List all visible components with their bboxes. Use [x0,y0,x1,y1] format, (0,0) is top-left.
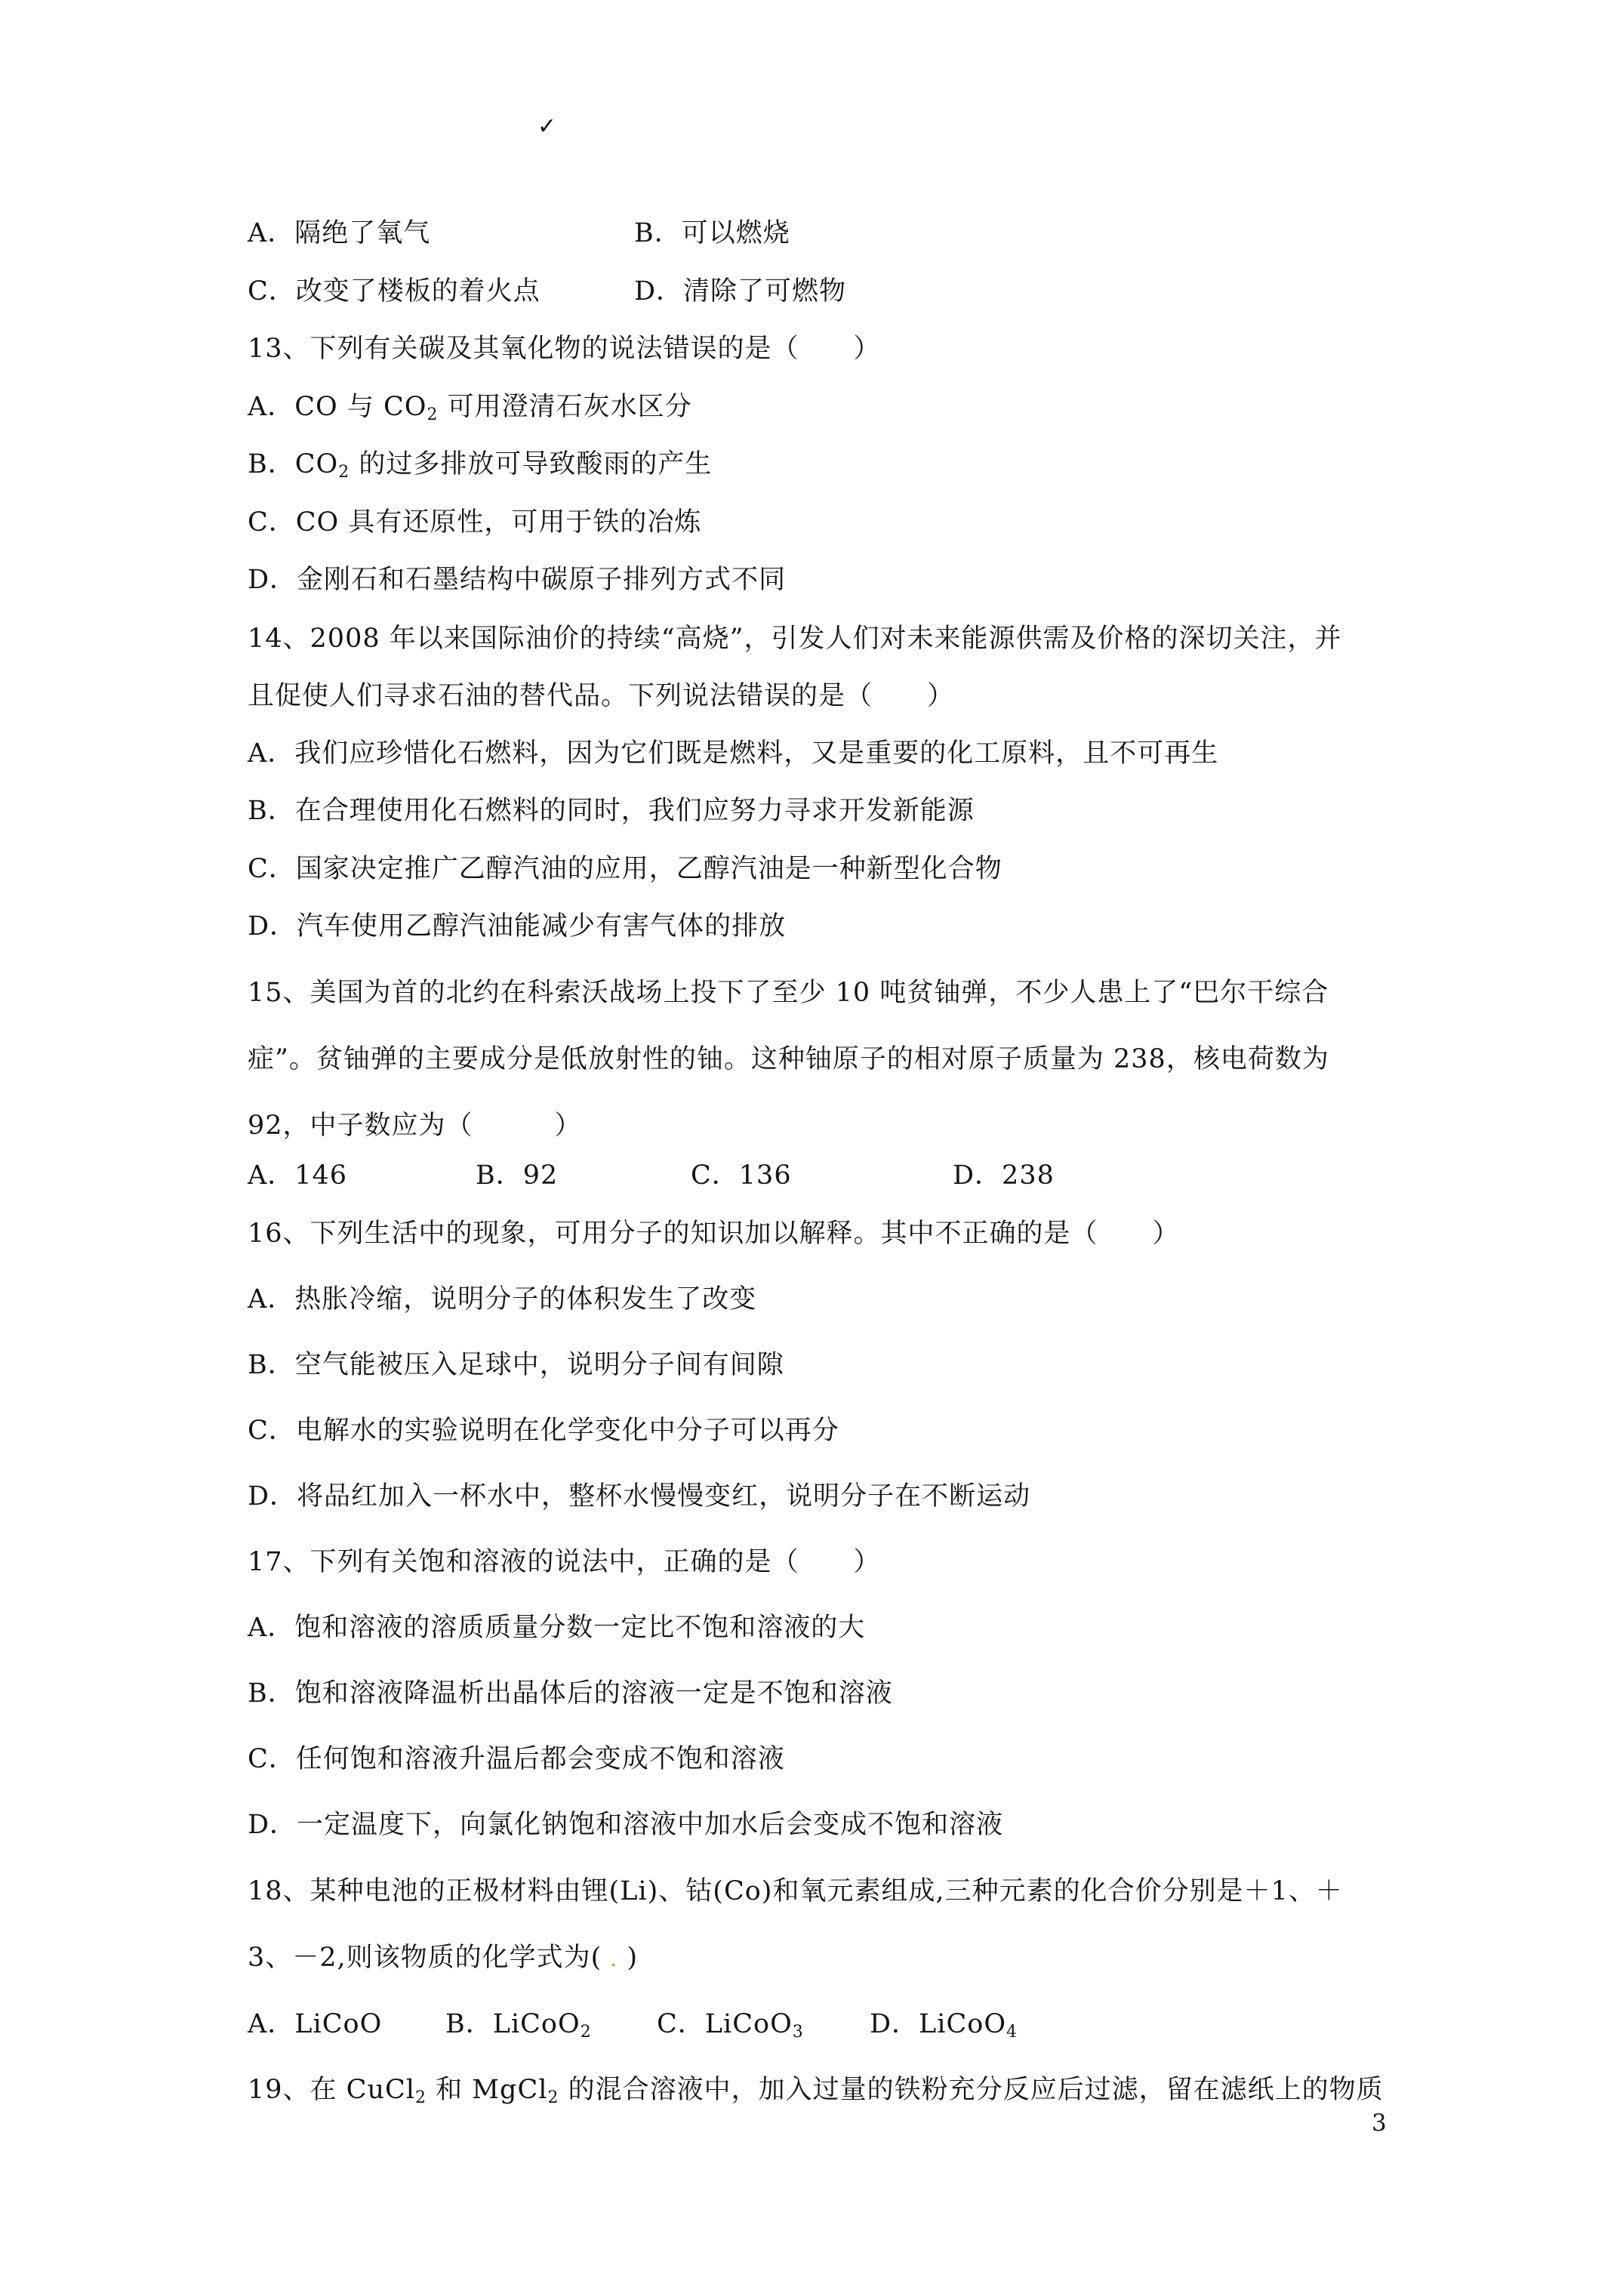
q17-option-d: D．一定温度下，向氯化钠饱和溶液中加水后会变成不饱和溶液 [248,1810,1004,1840]
q16-option-d: D．将品红加入一杯水中，整杯水慢慢变红，说明分子在不断运动 [248,1481,1031,1512]
q13-option-c: C．CO 具有还原性，可用于铁的冶炼 [248,507,702,538]
q16-option-c: C．电解水的实验说明在化学变化中分子可以再分 [248,1416,839,1446]
page-number: 3 [1372,2110,1387,2137]
q12-option-d: D．清除了可燃物 [634,276,847,307]
check-mark: ✓ [537,113,557,140]
q16-option-a: A．热胀冷缩，说明分子的体积发生了改变 [248,1284,757,1314]
q18-stem-line-2: 3、－2,则该物质的化学式为( . ) [248,1943,639,1973]
q18-option-b: B．LiCoO$_2$ [445,2009,592,2042]
q14-stem-line-2: 且促使人们寻求石油的替代品。下列说法错误的是（ ） [248,681,955,711]
q15-option-d: D．238 [953,1160,1055,1191]
q16-stem: 16、下列生活中的现象，可用分子的知识加以解释。其中不正确的是（ ） [248,1219,1180,1249]
q18-stem-line-1: 18、某种电池的正极材料由锂(Li)、钴(Co)和氧元素组成,三种元素的化合价分别是＋1、＋ [248,1876,1343,1906]
q18-option-a: A．LiCoO [248,2009,383,2039]
q14-option-c: C．国家决定推广乙醇汽油的应用，乙醇汽油是一种新型化合物 [248,854,1002,884]
q17-option-b: B．饱和溶液降温析出晶体后的溶液一定是不饱和溶液 [248,1678,893,1709]
q14-stem-line-1: 14、2008 年以来国际油价的持续“高烧”，引发人们对未来能源供需及价格的深切关注，并 [248,624,1342,654]
q17-option-a: A．饱和溶液的溶质质量分数一定比不饱和溶液的大 [248,1613,866,1643]
q14-option-a: A．我们应珍惜化石燃料，因为它们既是燃料，又是重要的化工原料，且不可再生 [248,738,1219,769]
q19-stem: 19、在 CuCl$_2$ 和 MgCl$_2$ 的混合溶液中，加入过量的铁粉充分反应后过滤，留在滤纸上的物质 [248,2075,1384,2107]
q13-option-d: D．金刚石和石墨结构中碳原子排列方式不同 [248,565,787,595]
q12-option-b: B．可以燃烧 [634,218,790,248]
q18-answer-mark: . [602,1946,618,1972]
q18-option-d: D．LiCoO$_4$ [870,2009,1018,2042]
q15-option-a: A．146 [248,1160,348,1191]
q15-option-b: B．92 [476,1160,559,1191]
q13-option-a: A．CO 与 $CO_2$ 可用澄清石灰水区分 [248,392,692,424]
q15-stem-line-2: 症”。贫铀弹的主要成分是低放射性的铀。这种铀原子的相对原子质量为 238，核电荷数为 [248,1044,1329,1074]
q13-stem: 13、下列有关碳及其氧化物的说法错误的是（ ） [248,334,881,364]
q16-option-b: B．空气能被压入足球中，说明分子间有间隙 [248,1350,784,1380]
q15-stem-line-1: 15、美国为首的北约在科索沃战场上投下了至少 10 吨贫铀弹，不少人患上了“巴尔干综合 [248,978,1329,1008]
q14-option-b: B．在合理使用化石燃料的同时，我们应努力寻求开发新能源 [248,796,975,826]
q14-option-d: D．汽车使用乙醇汽油能减少有害气体的排放 [248,911,787,942]
q12-option-c: C．改变了楼板的着火点 [248,276,540,307]
q17-option-c: C．任何饱和溶液升温后都会变成不饱和溶液 [248,1744,785,1774]
q18-option-c: C．LiCoO$_3$ [657,2009,804,2042]
q13-option-b: B．$CO_2$ 的过多排放可导致酸雨的产生 [248,449,713,482]
q15-option-c: C．136 [691,1160,792,1191]
q15-stem-line-3: 92，中子数应为（ ） [248,1111,582,1141]
q17-stem: 17、下列有关饱和溶液的说法中，正确的是（ ） [248,1547,881,1577]
q12-option-a: A．隔绝了氧气 [248,218,431,248]
